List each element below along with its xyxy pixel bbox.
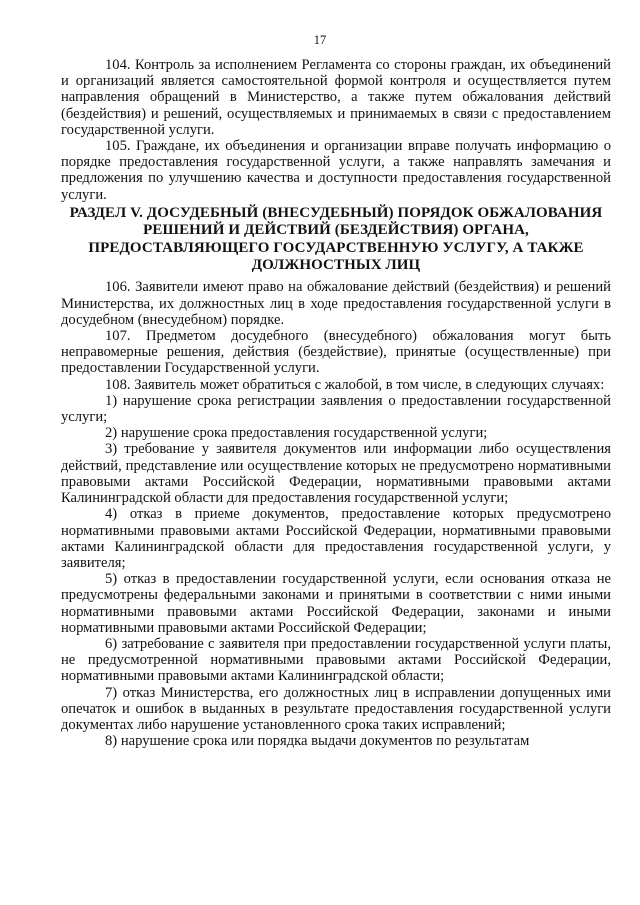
- paragraph-106: [61, 279, 611, 328]
- paragraph-107: [61, 328, 611, 377]
- paragraph-number: 106.: [105, 279, 131, 296]
- list-item-8: [61, 733, 611, 749]
- paragraph-text: Заявители имеют право на обжалование действий (бездействия) и решений Министерства, их должностных лиц в ходе предоставления государственной услуги в досудебном (внесудебном) порядке.: [61, 279, 611, 328]
- list-item-number: 7): [105, 684, 118, 701]
- paragraph-105: [61, 138, 611, 203]
- list-item-text: отказ Министерства, его должностных лиц в исправлении допущенных ими опечаток и ошибок в выданных в результате предоставления государственной услуги документах либо нарушение установленного срока таких исправлений;: [61, 684, 611, 733]
- list-item-number: 5): [105, 571, 118, 588]
- list-item-text: нарушение срока регистрации заявления о предоставлении государственной услуги;: [61, 392, 611, 426]
- paragraph-text: Заявитель может обратиться с жалобой, в том числе, в следующих случаях:: [130, 376, 605, 393]
- section-heading: РАЗДЕЛ V. ДОСУДЕБНЫЙ (ВНЕСУДЕБНЫЙ) ПОРЯДОК ОБЖАЛОВАНИЯ РЕШЕНИЙ И ДЕЙСТВИЙ (БЕЗДЕЙСТВИЯ) ОРГАНА, ПРЕДОСТАВЛЯЮЩЕГО ГОСУДАРСТВЕННУЮ УСЛУГУ, А ТАКЖЕ ДОЛЖНОСТНЫХ ЛИЦ: [69, 204, 603, 274]
- list-item-text: требование у заявителя документов или информации либо осуществления действий, представление или осуществление которых не предусмотрено нормативными правовыми актами Российской Федерации, нормативными правовыми актами Калининградской области для предоставления государственной услуги;: [61, 441, 611, 507]
- paragraph-104: [61, 57, 611, 138]
- list-item-6: [61, 636, 611, 685]
- list-item-5: [61, 571, 611, 636]
- list-item-text: нарушение срока предоставления государственной услуги;: [117, 425, 488, 442]
- list-item-text: отказ в предоставлении государственной услуги, если основания отказа не предусмотрены федеральными законами и принятыми в соответствии с ними иными нормативными правовыми актами Российской Федерации, законами и иными нормативными правовыми актами Российской Федерации;: [61, 571, 611, 636]
- list-item-number: 2): [105, 425, 118, 442]
- list-item-text: отказ в приеме документов, предоставление которых предусмотрено нормативными правовыми актами Российской Федерации, нормативными правовыми актами Калининградской области для предоставления государственной услуги, у заявителя;: [61, 506, 611, 571]
- page-number: 17: [313, 33, 327, 47]
- paragraph-text: Граждане, их объединения и организации вправе получать информацию о порядке предоставления государственной услуги, а также направлять замечания и предложения по улучшению качества и доступности предоставления государственной услуги.: [61, 138, 611, 203]
- list-item-1: [61, 393, 611, 425]
- list-item-4: [61, 506, 611, 571]
- paragraph-text: Предметом досудебного (внесудебного) обжалования могут быть неправомерные решения, действия (бездействие), принятые (осуществленные) при предоставлении Государственной услуги.: [61, 328, 611, 377]
- list-item-text: затребование с заявителя при предоставлении государственной услуги платы, не предусмотренной нормативными правовыми актами Российской Федерации, нормативными правовыми актами Калининградской области;: [61, 635, 611, 685]
- paragraph-number: 107.: [105, 328, 131, 345]
- list-item-number: 4): [105, 506, 118, 523]
- paragraph-number: 104.: [105, 57, 131, 73]
- paragraph-108: [61, 377, 611, 393]
- paragraph-text: Контроль за исполнением Регламента со стороны граждан, их объединений и организаций является самостоятельной формой контроля и осуществляется путем направления обращений в Министерство, а также путем обжалования действий (бездействия) и решений, осуществляемых и принимаемых в связи с предоставлением государственной услуги.: [61, 57, 611, 138]
- list-item-number: 3): [105, 441, 118, 458]
- list-item-3: [61, 441, 611, 506]
- list-item-number: 8): [105, 733, 118, 750]
- list-item-text: нарушение срока или порядка выдачи документов по результатам: [117, 733, 530, 750]
- list-item-number: 6): [105, 635, 118, 652]
- paragraph-number: 105.: [105, 138, 131, 155]
- list-item-number: 1): [105, 392, 118, 409]
- document-body: [61, 57, 611, 749]
- list-item-7: [61, 685, 611, 734]
- list-item-2: [61, 425, 611, 441]
- paragraph-number: 108.: [105, 376, 131, 393]
